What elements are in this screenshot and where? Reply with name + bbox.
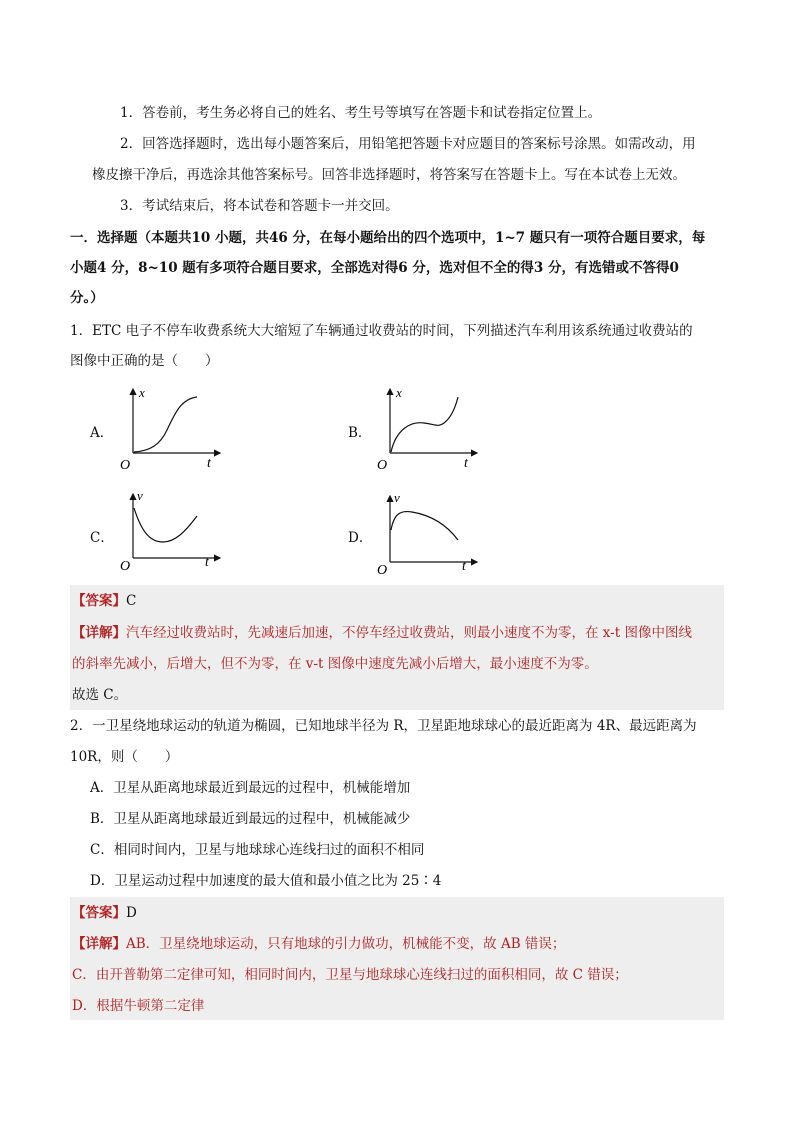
instruction-2: 2．回答选择题时，选出每小题答案后，用铅笔把答题卡对应题目的答案标号涂黑。如需改动，用 (120, 136, 696, 152)
curve (391, 397, 458, 452)
instruction-2-cont: 橡皮擦干净后，再选涂其他答案标号。回答非选择题时，将答案写在答题卡上。写在本试卷上无效。 (92, 167, 686, 183)
q1-detail-text-1: 汽车经过收费站时，先减速后加速，不停车经过收费站，则最小速度不为零，在 x-t 图像中图线 (126, 625, 692, 641)
curve (134, 508, 197, 542)
x-axis-label: t (205, 555, 209, 570)
instruction-1: 1．答卷前，考生务必将自己的姓名、考生号等填写在答题卡和试卷指定位置上。 (120, 105, 602, 121)
q1-detail-line-3: 故选 C。 (72, 687, 128, 703)
section-header-line-1: 一．选择题（本题共10 小题，共46 分，在每小题给出的四个选项中，1~7 题只有一项符合题目要求，每 (70, 230, 706, 246)
curve (134, 397, 197, 452)
y-axis-label: x (396, 385, 402, 400)
q2-option-d[interactable]: D．卫星运动过程中加速度的最大值和最小值之比为 25∶4 (90, 873, 442, 889)
q2-stem-line-2: 10R，则（ ） (70, 749, 179, 765)
x-axis-label: t (207, 456, 211, 470)
q1-option-d-graph (372, 490, 482, 579)
q1-option-b-label[interactable]: B． (348, 425, 372, 441)
q2-option-a[interactable]: A．卫星从距离地球最近到最远的过程中，机械能增加 (90, 780, 411, 796)
q1-detail-tag: 【详解】 (72, 625, 126, 641)
section-header-line-2: 小题4 分，8~10 题有多项符合题目要求，全部选对得6 分，选对但不全的得3 分，有选错或不答得0 (70, 260, 679, 276)
q1-option-b-graph (372, 385, 482, 474)
q1-option-a-graph (115, 385, 225, 474)
q1-option-d-label[interactable]: D． (348, 530, 373, 546)
q2-detail-line-3: D．根据牛顿第二定律 (72, 998, 205, 1014)
q1-stem-line-1: 1．ETC 电子不停车收费系统大大缩短了车辆通过收费站的时间，下列描述汽车利用该系统通过收费站的 (70, 323, 693, 339)
x-axis-label: t (464, 456, 468, 470)
q1-answer (72, 592, 136, 610)
q2-detail-line-1 (72, 935, 565, 953)
q1-answer-band (70, 585, 724, 710)
q1-answer-tag: 【答案】 (72, 593, 126, 609)
q1-answer-value: C (126, 593, 137, 609)
q2-answer-value: D (126, 905, 137, 921)
q2-option-c[interactable]: C．相同时间内，卫星与地球球心连线扫过的面积不相同 (90, 842, 425, 858)
q1-detail-line-2: 的斜率先减小，后增大，但不为零，在 v-t 图像中速度先减小后增大，最小速度不为零。 (72, 656, 598, 672)
y-axis-label: v (394, 490, 400, 505)
q2-detail-text-1: AB．卫星绕地球运动，只有地球的引力做功，机械能不变，故 AB 错误； (126, 936, 566, 952)
q2-answer-tag: 【答案】 (72, 905, 126, 921)
x-axis-label: t (462, 559, 466, 574)
instruction-3: 3．考试结束后，将本试卷和答题卡一并交回。 (120, 198, 399, 214)
section-header-line-3: 分。） (70, 290, 104, 306)
y-axis-label: v (137, 490, 143, 503)
q1-option-c-graph (115, 490, 225, 579)
q1-stem-line-2: 图像中正确的是（ ） (70, 353, 219, 369)
y-axis-label: x (139, 385, 145, 400)
origin-label: O (120, 559, 131, 574)
origin-label: O (377, 458, 388, 470)
q2-detail-line-2: C．由开普勒第二定律可知，相同时间内，卫星与地球球心连线扫过的面积相同，故 C 错误； (72, 967, 628, 983)
curve (391, 512, 458, 540)
origin-label: O (120, 458, 131, 470)
q1-detail-line-1 (72, 624, 692, 642)
q2-answer (72, 904, 137, 922)
origin-label: O (377, 563, 388, 575)
q2-option-b[interactable]: B．卫星从距离地球最近到最远的过程中，机械能减少 (90, 811, 411, 827)
q2-stem-line-1: 2．一卫星绕地球运动的轨道为椭圆，已知地球半径为 R，卫星距地球球心的最近距离为 4R、最远距离为 (70, 718, 697, 734)
q1-option-c-label[interactable]: C． (90, 530, 114, 546)
q2-detail-tag: 【详解】 (72, 936, 126, 952)
q1-option-a-label[interactable]: A． (90, 425, 114, 441)
